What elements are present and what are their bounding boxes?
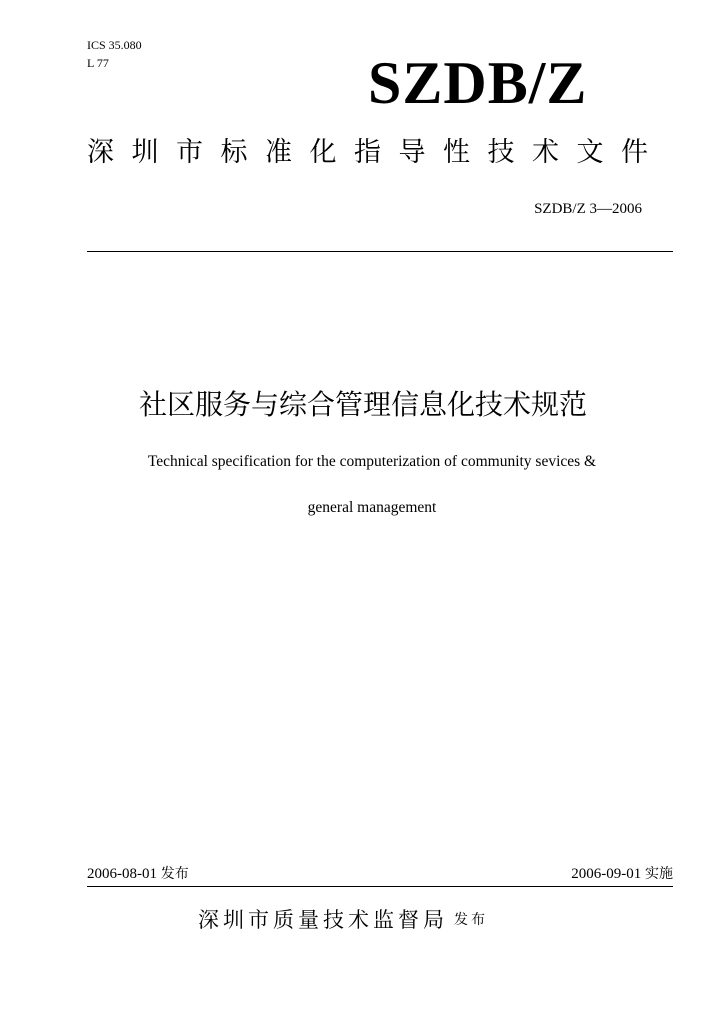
issue-date-block (87, 864, 189, 884)
document-type: 深圳市标准化指导性技术文件 (87, 137, 666, 168)
issuer-suffix: 发布 (454, 912, 488, 928)
implementation-date-block (571, 864, 673, 884)
issuer-block (198, 904, 488, 936)
bottom-divider (87, 886, 673, 887)
ics-code: ICS 35.080 (87, 38, 142, 52)
issue-date: 2006-08-01 (87, 866, 157, 882)
title-english-line2: general management (307, 499, 437, 516)
issuer-name: 深圳市质量技术监督局 (198, 908, 448, 932)
classification-code: L 77 (87, 56, 109, 70)
issue-label: 发布 (160, 866, 189, 882)
implementation-date: 2006-09-01 (571, 866, 642, 882)
title-english-line1: Technical specification for the computerization of community sevices & (147, 453, 597, 470)
title-chinese: 社区服务与综合管理信息化技术规范 (138, 388, 587, 421)
top-divider (87, 251, 673, 252)
implementation-label: 实施 (645, 866, 673, 882)
document-number: SZDB/Z 3—2006 (534, 201, 642, 217)
brand-code: SZDB/Z (368, 50, 588, 116)
